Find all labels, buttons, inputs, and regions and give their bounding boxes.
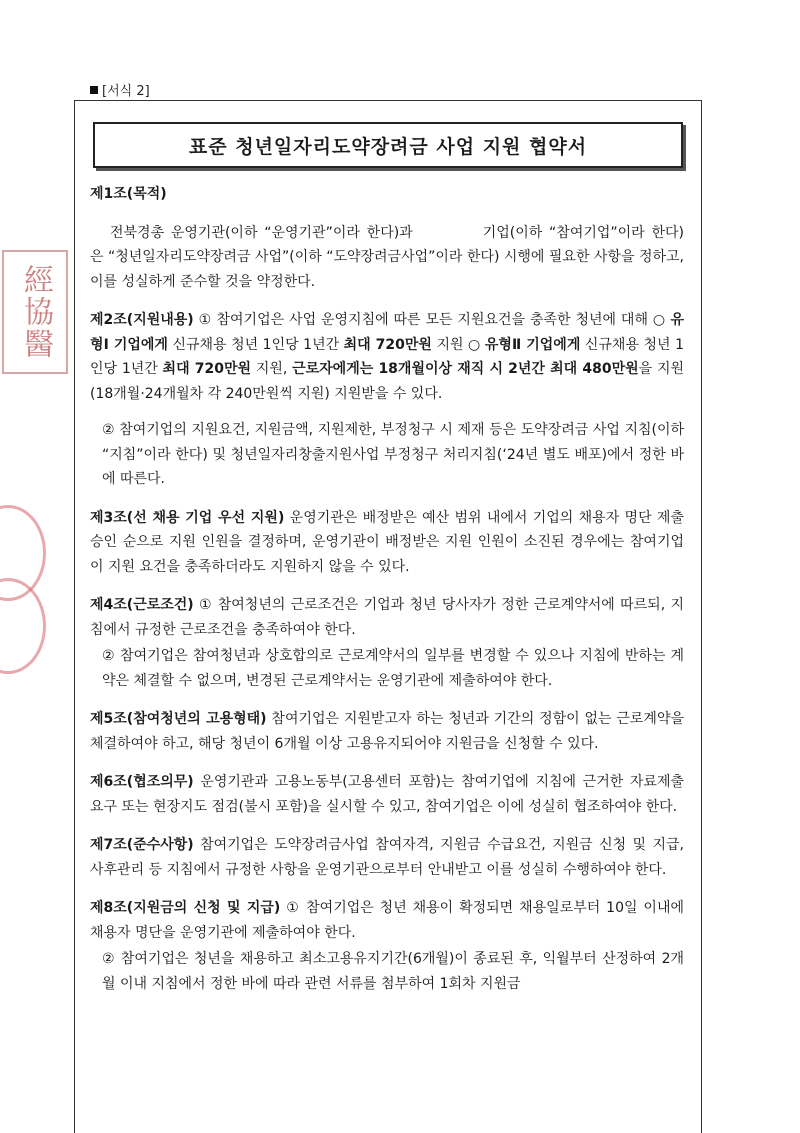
article-6-heading: 제6조(협조의무)	[90, 774, 194, 790]
article-4-heading: 제4조(근로조건)	[90, 597, 194, 613]
article-1-heading: 제1조(목적)	[90, 186, 167, 202]
article-2-para-1: 제2조(지원내용) ① 참여기업은 사업 운영지침에 따른 모든 지원요건을 충족한 청년에 대해 ○ 유형Ⅰ 기업에게 신규채용 청년 1인당 1년간 최대 720만원 지원 ○ 유형Ⅱ 기업에게 신규채용 청년 1인당 1년간 최대 720만원 지원, 근로자에게는 18개월이상 재직 시 2년간 최대 480만원을 지원 (18개월·24개월차 각 240만원씩 지원) 지원받을 수 있다.	[90, 312, 684, 402]
article-4-para-1: 제4조(근로조건) ① 참여청년의 근로조건은 기업과 청년 당사자가 정한 근로계약서에 따르되, 지침에서 규정한 근로조건을 충족하여야 한다.	[90, 597, 684, 638]
article-2-heading: 제2조(지원내용)	[90, 312, 194, 328]
article-7-text: 제7조(준수사항) 참여기업은 도약장려금사업 참여자격, 지원금 수급요건, 지원금 신청 및 지급, 사후관리 등 지침에서 규정한 사항을 운영기관으로부터 안내받고 이를 성실히 수행하여야 한다.	[90, 837, 684, 878]
form-label: [서식 2]	[90, 80, 150, 99]
seal-stamp: 經協醫	[2, 250, 68, 374]
page-title: 표준 청년일자리도약장려금 사업 지원 협약서	[188, 135, 588, 158]
seal-stamp-partial-2	[0, 578, 46, 674]
article-8-para-2: ② 참여기업은 청년을 채용하고 최소고용유지기간(6개월)이 종료된 후, 익월부터 산정하여 2개월 이내 지침에서 정한 바에 따라 관련 서류를 첨부하여 1회차 지원금	[102, 951, 684, 992]
title-box	[93, 122, 683, 168]
article-7-heading: 제7조(준수사항)	[90, 837, 194, 853]
article-3-heading: 제3조(선 채용 기업 우선 지원)	[90, 509, 285, 526]
article-5-text: 제5조(참여청년의 고용형태) 참여기업은 지원받고자 하는 청년과 기간의 정함이 없는 근로계약을 체결하여야 하고, 해당 청년이 6개월 이상 고용유지되어야 지원금을 신청할 수 있다.	[90, 711, 684, 752]
article-8-heading: 제8조(지원금의 신청 및 지급)	[90, 900, 281, 916]
article-6-text: 제6조(협조의무) 운영기관과 고용노동부(고용센터 포함)는 참여기업에 지침에 근거한 자료제출 요구 또는 현장지도 점검(불시 포함)을 실시할 수 있고, 참여기업은 이에 성실히 협조하여야 한다.	[90, 774, 684, 815]
article-3-text: 제3조(선 채용 기업 우선 지원) 운영기관은 배정받은 예산 범위 내에서 기업의 채용자 명단 제출 승인 순으로 지원 인원을 결정하며, 운영기관이 배정받은 지원 인원이 소진된 경우에는 참여기업이 지원 요건을 충족하더라도 지원하지 않을 수 있다.	[90, 509, 684, 575]
article-2-para-2: ② 참여기업의 지원요건, 지원금액, 지원제한, 부정청구 시 제재 등은 도약장려금 사업 지침(이하 “지침”이라 한다) 및 청년일자리창출지원사업 부정청구 처리지침(‘24년 별도 배포)에서 정한 바에 따른다.	[102, 422, 684, 487]
document-body	[90, 182, 684, 1008]
article-1-text: 전북경총 운영기관(이하 “운영기관”이라 한다)과 기업(이하 “참여기업”이라 한다)은 “청년일자리도약장려금 사업”(이하 “도약장려금사업”이라 한다) 시행에 필요한 사항을 정하고, 이를 성실하게 준수할 것을 약정한다.	[90, 224, 684, 290]
article-5-heading: 제5조(참여청년의 고용형태)	[90, 711, 267, 727]
square-bullet-icon	[90, 86, 98, 94]
article-8-para-1: 제8조(지원금의 신청 및 지급) ① 참여기업은 청년 채용이 확정되면 채용일로부터 10일 이내에 채용자 명단을 운영기관에 제출하여야 한다.	[90, 900, 684, 941]
article-4-para-2: ② 참여기업은 참여청년과 상호합의로 근로계약서의 일부를 변경할 수 있으나 지침에 반하는 계약은 체결할 수 없으며, 변경된 근로계약서는 운영기관에 제출하여야 한다.	[102, 648, 684, 689]
